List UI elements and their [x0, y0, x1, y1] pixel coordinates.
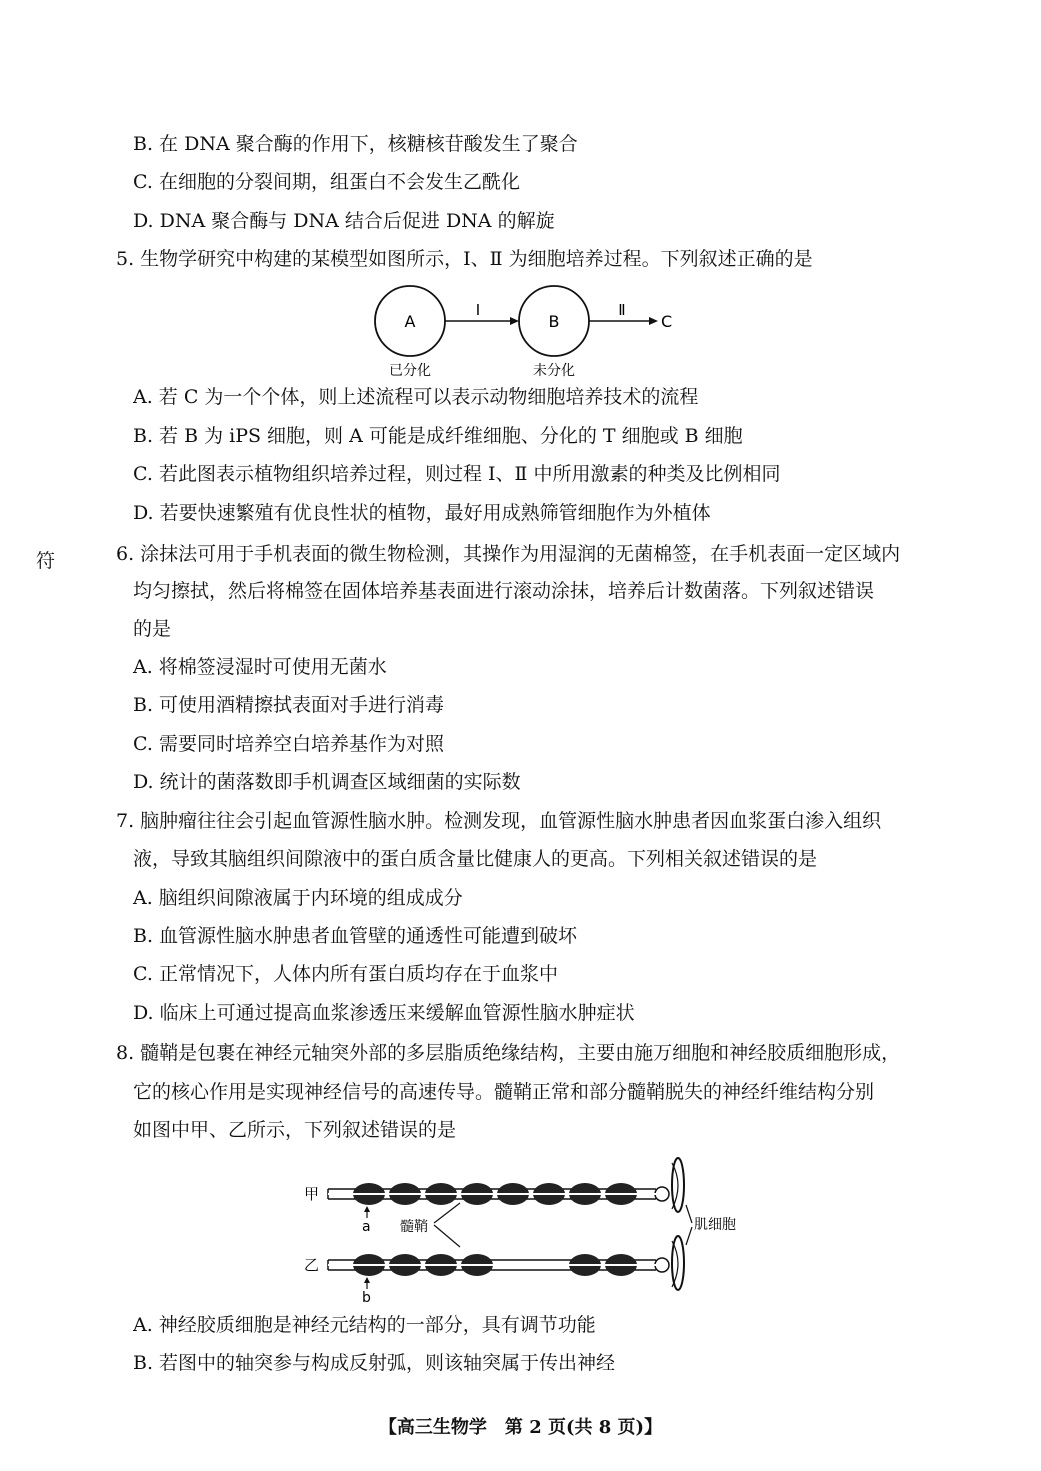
- q6-option-c: C. 需要同时培养空白培养基作为对照: [133, 733, 444, 755]
- circle-a-label: A: [404, 312, 416, 331]
- q6-option-a: A. 将棉签浸湿时可使用无菌水: [133, 656, 387, 678]
- axon-terminal-yi: [655, 1258, 669, 1272]
- q6-stem-line2: 均匀擦拭，然后将棉签在固体培养基表面进行滚动涂抹，培养后计数菌落。下列叙述错误: [133, 580, 875, 602]
- q8-option-a: A. 神经胶质细胞是神经元结构的一部分，具有调节功能: [133, 1314, 596, 1336]
- q5-stem: 5. 生物学研究中构建的某模型如图所示，Ⅰ、Ⅱ 为细胞培养过程。下列叙述正确的是: [116, 248, 813, 270]
- q5-option-b: B. 若 B 为 iPS 细胞，则 A 可能是成纤维细胞、分化的 T 细胞或 B 细胞: [133, 425, 743, 447]
- q7-stem-line2: 液，导致其脑组织间隙液中的蛋白质含量比健康人的更高。下列相关叙述错误的是: [133, 848, 818, 870]
- q7-option-a: A. 脑组织间隙液属于内环境的组成成分: [133, 887, 463, 909]
- q8-stem-line2: 它的核心作用是实现神经信号的高速传导。髓鞘正常和部分髓鞘脱失的神经纤维结构分别: [133, 1081, 875, 1103]
- page-footer: 【高三生物学 第 2 页(共 8 页)】: [378, 1417, 663, 1438]
- q4-option-b: B. 在 DNA 聚合酶的作用下，核糖核苷酸发生了聚合: [133, 133, 578, 155]
- label-a: a: [362, 1219, 371, 1235]
- q6-stem-line1: 6. 涂抹法可用于手机表面的微生物检测，其操作为用湿润的无菌棉签，在手机表面一定区域内: [116, 543, 901, 565]
- myelin-pointer-top: [434, 1203, 460, 1223]
- q7-option-d: D. 临床上可通过提高血浆渗透压来缓解血管源性脑水肿症状: [133, 1002, 635, 1024]
- label-muscle: 肌细胞: [694, 1217, 736, 1233]
- q8-stem-line3: 如图中甲、乙所示，下列叙述错误的是: [133, 1119, 457, 1141]
- q4-option-d: D. DNA 聚合酶与 DNA 结合后促进 DNA 的解旋: [133, 210, 555, 232]
- q5-option-c: C. 若此图表示植物组织培养过程，则过程 Ⅰ、Ⅱ 中所用激素的种类及比例相同: [133, 463, 781, 485]
- q5-option-d: D. 若要快速繁殖有优良性状的植物，最好用成熟筛管细胞作为外植体: [133, 502, 711, 524]
- label-b: b: [362, 1290, 371, 1305]
- muscle-pointer-top: [686, 1205, 692, 1223]
- muscle-cell-top: [672, 1158, 684, 1212]
- axon-terminal-jia: [655, 1187, 669, 1201]
- q8-figure: [300, 1155, 790, 1305]
- arrow-2-label: Ⅱ: [618, 301, 626, 319]
- muscle-pointer-bottom: [686, 1227, 692, 1245]
- q6-option-b: B. 可使用酒精擦拭表面对手进行消毒: [133, 694, 445, 716]
- arrow-1-label: Ⅰ: [475, 301, 481, 319]
- fiber-yi: [328, 1254, 669, 1276]
- label-differentiated: 已分化: [389, 363, 431, 379]
- q5-figure: [360, 283, 690, 383]
- label-yi: 乙: [304, 1256, 320, 1274]
- q6-option-d: D. 统计的菌落数即手机调查区域细菌的实际数: [133, 771, 521, 793]
- muscle-cell-bottom: [672, 1236, 684, 1290]
- q5-option-a: A. 若 C 为一个个体，则上述流程可以表示动物细胞培养技术的流程: [133, 386, 699, 408]
- label-myelin: 髓鞘: [400, 1219, 428, 1235]
- q8-option-b: B. 若图中的轴突参与构成反射弧，则该轴突属于传出神经: [133, 1352, 616, 1374]
- q7-option-b: B. 血管源性脑水肿患者血管壁的通透性可能遭到破坏: [133, 925, 578, 947]
- label-undifferentiated: 未分化: [533, 363, 575, 379]
- end-label-c: C: [661, 312, 673, 331]
- q8-stem-line1: 8. 髓鞘是包裹在神经元轴突外部的多层脂质绝缘结构，主要由施万细胞和神经胶质细胞形成，: [116, 1042, 901, 1064]
- q7-option-c: C. 正常情况下，人体内所有蛋白质均存在于血浆中: [133, 963, 558, 985]
- arrow-1-head: [510, 317, 519, 325]
- label-jia: 甲: [304, 1185, 320, 1203]
- margin-mark: 符: [36, 550, 56, 572]
- q4-option-c: C. 在细胞的分裂间期，组蛋白不会发生乙酰化: [133, 171, 520, 193]
- q7-stem-line1: 7. 脑肿瘤往往会引起血管源性脑水肿。检测发现，血管源性脑水肿患者因血浆蛋白渗入组织: [116, 810, 882, 832]
- circle-b-label: B: [548, 312, 560, 331]
- arrow-2-head: [649, 317, 658, 325]
- myelin-pointer-bottom: [434, 1225, 460, 1247]
- fiber-jia: [328, 1183, 669, 1205]
- q6-stem-line3: 的是: [133, 618, 172, 640]
